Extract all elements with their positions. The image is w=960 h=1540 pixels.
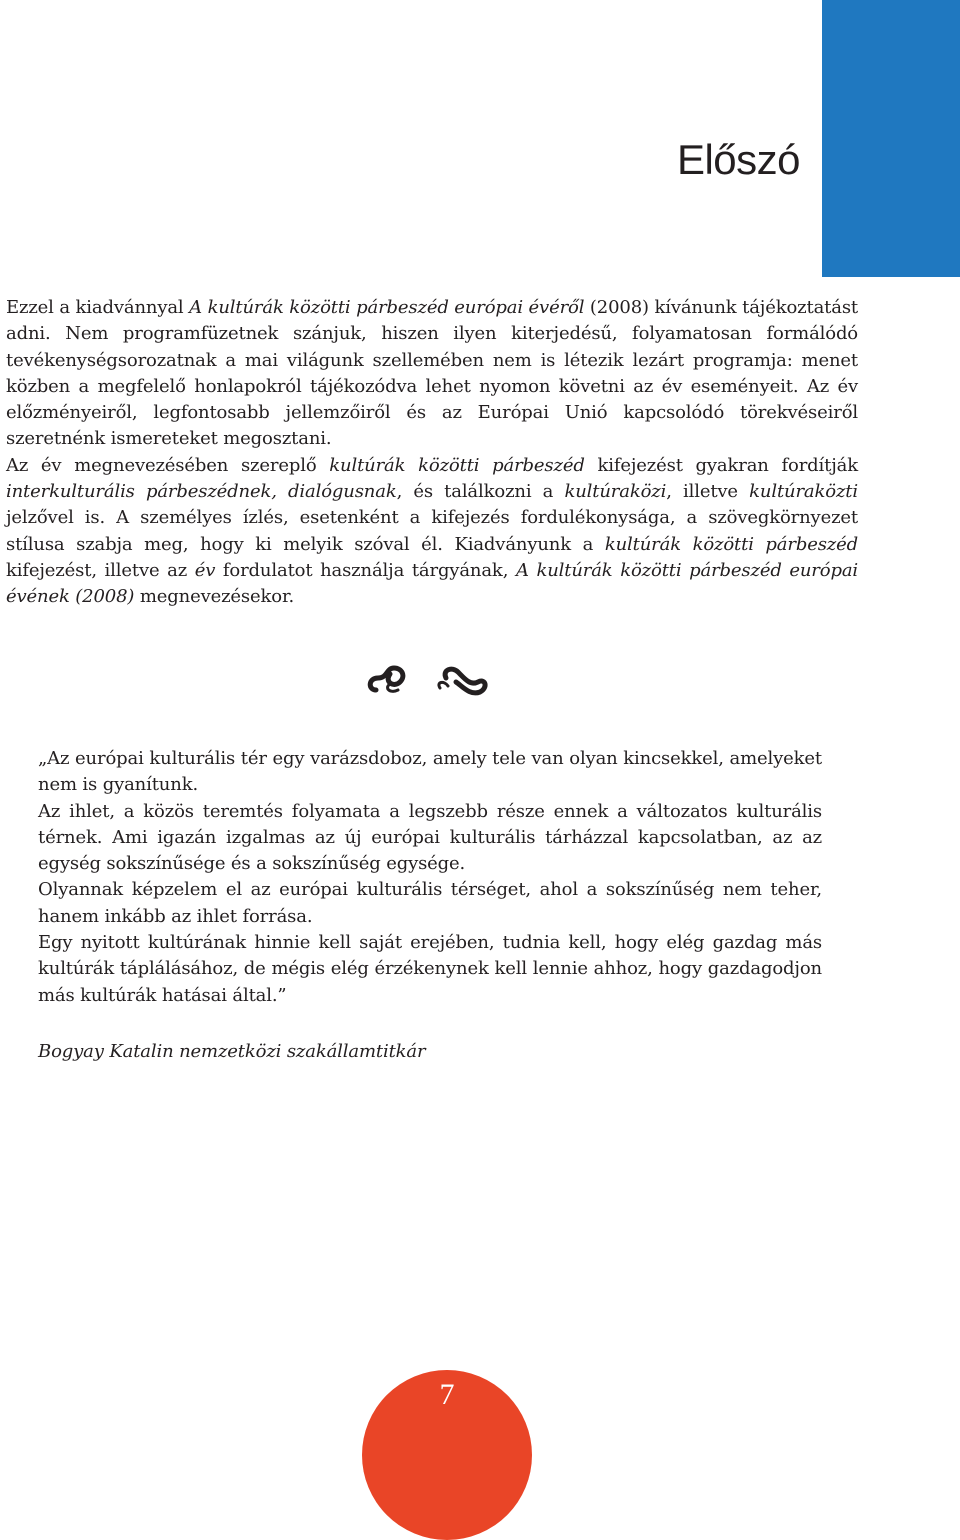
- text-segment: (2008) kívánunk tájékoztatást adni. Nem programfüzetnek szánjuk, hiszen ilyen kiterjedésű, folyamatosan formálódó tevékenységsorozatnak a mai világunk szellemében nem is létezik lezárt programja: menet közben a megfelelő honlapokról tájékozódva lehet nyomon követni az év eseményeit. Az év előzményeiről, legfontosabb jellemzőiről és az Európai Unió kapcsolódó törekvéseiről szeretnénk ismereteket megosztani.: [6, 297, 858, 450]
- blue-corner-bar: [822, 0, 960, 277]
- quote-paragraph-1: „Az európai kulturális tér egy varázsdoboz, amely tele van olyan kincsekkel, amelyeket nem is gyanítunk.: [38, 748, 822, 796]
- intro-paragraph-1: [6, 295, 858, 453]
- intro-paragraph-2: [6, 453, 858, 611]
- text-segment: megnevezésekor.: [134, 586, 295, 608]
- text-segment: Ezzel a kiadvánnyal: [6, 297, 190, 318]
- text-segment: kultúraközi: [564, 481, 667, 503]
- quote-paragraph-3: Olyannak képzelem el az európai kulturális térséget, ahol a sokszínűség nem teher, hanem inkább az ihlet forrása.: [38, 879, 822, 927]
- quote-block: [38, 746, 822, 1009]
- signature: Bogyay Katalin nemzetközi szakállamtitkár: [38, 1041, 426, 1062]
- page-number: 7: [439, 1378, 455, 1411]
- text-segment: , illetve: [666, 481, 750, 503]
- text-segment: Az év megnevezésében szereplő: [6, 454, 330, 476]
- text-segment: kifejezést, illetve az: [6, 559, 195, 581]
- text-segment: év: [194, 559, 216, 581]
- text-segment: kifejezést gyakran fordítják: [584, 454, 858, 476]
- page-title: Előszó: [676, 136, 800, 183]
- quote-paragraph-4: Egy nyitott kultúrának hinnie kell saját erejében, tudnia kell, hogy elég gazdag más kultúrák táplálásához, de mégis elég érzékenynek kell lennie ahhoz, hogy gazdagodjon más kultúrák hatásai által.”: [38, 932, 822, 1006]
- text-segment: jelzővel is. A személyes ízlés, esetenként a kifejezés fordulékonysága, a szövegkörnyezet stílusa szabja meg, hogy ki melyik szóval él. Kiadványunk a: [6, 507, 858, 555]
- text-segment: , és találkozni a: [396, 481, 565, 503]
- intro-text: [6, 295, 858, 611]
- quote-paragraph-2: Az ihlet, a közös teremtés folyamata a legszebb része ennek a változatos kulturális térnek. Ami igazán izgalmas az új európai kulturális tárházzal kapcsolatban, az az egység sokszínűsége és a sokszínűség egysége.: [38, 800, 822, 875]
- text-segment: kultúrák közötti párbeszéd: [329, 454, 585, 476]
- text-segment: kultúraközti: [749, 481, 858, 503]
- text-segment: fordulatot használja tárgyának,: [215, 559, 516, 581]
- text-segment: A kultúrák közötti párbeszéd európai évéről: [189, 297, 585, 318]
- text-segment: interkulturális párbeszédnek, dialógusnak: [6, 481, 397, 503]
- text-segment: A kultúrák közötti párbeszéd európai évének (2008): [6, 559, 859, 608]
- text-segment: kultúrák közötti párbeszéd: [604, 533, 858, 555]
- fleuron-ornament-icon: [364, 660, 494, 700]
